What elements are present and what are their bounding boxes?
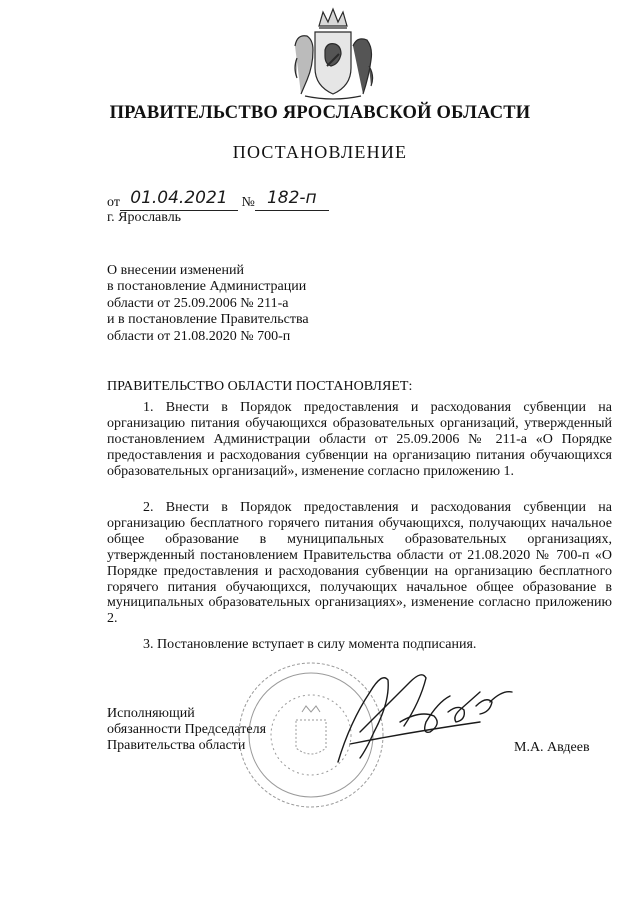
handwritten-number: 182-п <box>266 188 317 208</box>
paragraph-text: 3. Постановление вступает в силу момента подписания. <box>143 637 477 652</box>
paragraph-3 <box>107 637 612 653</box>
paragraph-2 <box>107 500 612 627</box>
decree-heading: ПРАВИТЕЛЬСТВО ОБЛАСТИ ПОСТАНОВЛЯЕТ: <box>107 379 413 394</box>
number-prefix: № <box>241 195 255 210</box>
subject-line: в постановление Администрации <box>107 279 307 295</box>
date-field <box>120 188 238 211</box>
subject-line: О внесении изменений <box>107 263 244 278</box>
handwritten-signature-icon <box>330 662 520 772</box>
date-prefix: от <box>107 195 120 210</box>
paragraph-1 <box>107 400 612 480</box>
subject-line: области от 25.09.2006 № 211-а <box>107 295 289 311</box>
paragraph-text: 2. Внести в Порядок предоставления и расходования субвенции на организацию бесплатного горячего питания обучающихся, получающих начальное общее образование в муниципальных образовательных организациях, утвержденный постановлением Правительства области от 21.08.2020 № 700-п «О Порядке предоставления и расходования субвенции на организацию бесплатного горячего питания обучающихся, получающих начальное общее образование в муниципальных образовательных организациях», изменение согласно приложению 2. <box>107 500 612 627</box>
number-field <box>255 188 329 211</box>
position-line: обязанности Председателя <box>107 722 267 738</box>
handwritten-date: 01.04.2021 <box>130 188 228 208</box>
position-line: Правительства области <box>107 738 246 754</box>
document-type-title: ПОСТАНОВЛЕНИЕ <box>232 142 408 162</box>
coat-of-arms-icon <box>291 6 375 102</box>
subject-line: области от 21.08.2020 № 700-п <box>107 328 291 344</box>
city-line: г. Ярославль <box>107 210 182 225</box>
subject-block <box>107 263 309 345</box>
position-line: Исполняющий <box>107 706 195 721</box>
subject-line: и в постановление Правительства <box>107 312 309 328</box>
date-number-row <box>107 188 329 211</box>
organization-title: ПРАВИТЕЛЬСТВО ЯРОСЛАВСКОЙ ОБЛАСТИ <box>109 103 531 123</box>
signer-position <box>107 706 266 755</box>
paragraph-text: 1. Внести в Порядок предоставления и расходования субвенции на организацию питания обучающихся образовательных организаций, утвержденный постановлением Администрации области от 25.09.2006 № 211-а «О Порядке предоставления и расходования субвенции на организацию питания обучающихся образовательных организаций», изменение согласно приложению 1. <box>107 400 612 479</box>
signer-name: М.А. Авдеев <box>514 740 590 755</box>
